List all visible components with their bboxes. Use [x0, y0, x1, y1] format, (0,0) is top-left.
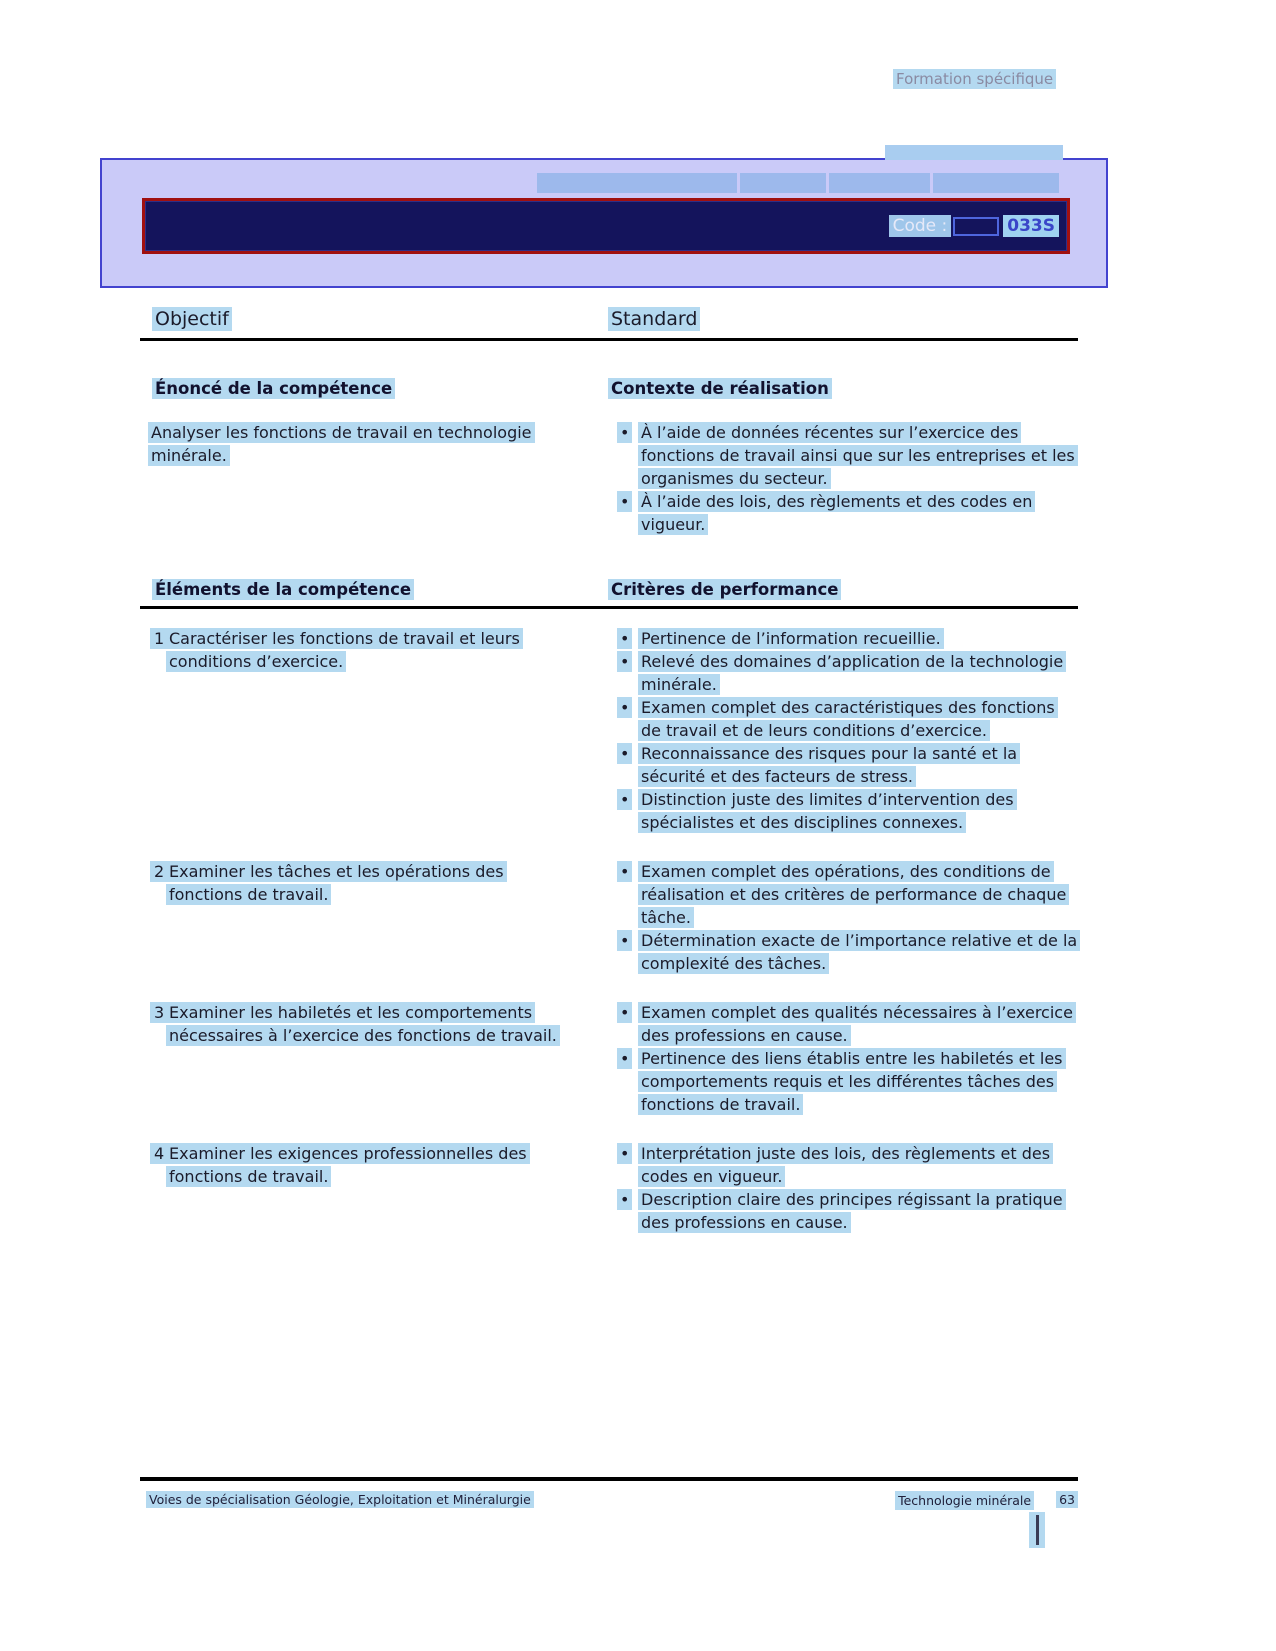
criteria-list — [608, 1142, 1078, 1234]
list-item: • À l’aide de données récentes sur l’exercice des fonctions de travail ainsi que sur les entreprises et les organismes du secteur. — [608, 421, 1078, 490]
text-cursor — [1029, 1512, 1045, 1548]
bullet-icon: • — [617, 650, 638, 696]
bullet-icon: • — [617, 1142, 638, 1188]
list-item: • Examen complet des opérations, des conditions de réalisation et des critères de performance de chaque tâche. — [608, 860, 1078, 929]
cursor-bar — [1036, 1515, 1039, 1545]
objectif-heading: Objectif — [152, 307, 232, 331]
code-area — [889, 215, 1059, 237]
item-number: 4 — [140, 1142, 166, 1234]
hidden-title-blocks — [537, 173, 1059, 193]
item-statement: 4 Examiner les exigences professionnelles des fonctions de travail. — [140, 1142, 608, 1234]
item-number: 2 — [140, 860, 166, 975]
item-statement: 3 Examiner les habiletés et les comportements nécessaires à l’exercice des fonctions de travail. — [140, 1001, 608, 1116]
code-label: Code : — [889, 215, 952, 237]
list-item: • Distinction juste des limites d’intervention des spécialistes et des disciplines connexes. — [608, 788, 1078, 834]
competence-item — [140, 860, 1078, 975]
main-content — [140, 306, 1078, 1234]
hidden-text-block — [885, 145, 1063, 160]
list-item: • Pertinence des liens établis entre les habiletés et les comportements requis et les différentes tâches des fonctions de travail. — [608, 1047, 1078, 1116]
hidden-title-block — [829, 173, 930, 193]
bullet-icon: • — [617, 860, 638, 929]
section1-body — [140, 421, 1078, 536]
bullet-icon: • — [617, 1047, 638, 1116]
elements-heading: Éléments de la compétence — [152, 579, 414, 600]
code-value: 033S — [1003, 215, 1059, 237]
bullet-icon: • — [617, 1001, 638, 1047]
list-item: • Pertinence de l’information recueillie. — [608, 627, 1078, 650]
bullet-icon: • — [617, 742, 638, 788]
footer-rule — [140, 1477, 1078, 1481]
item-statement: 1 Caractériser les fonctions de travail et leurs conditions d’exercice. — [140, 627, 608, 834]
list-item: • Description claire des principes régissant la pratique des professions en cause. — [608, 1188, 1078, 1234]
criteres-heading: Critères de performance — [608, 579, 841, 600]
bullet-icon: • — [617, 421, 638, 490]
hidden-title-block — [933, 173, 1059, 193]
footer — [140, 1491, 1078, 1510]
list-item: • Examen complet des qualités nécessaires à l’exercice des professions en cause. — [608, 1001, 1078, 1047]
formation-specifique-text: Formation spécifique — [893, 69, 1056, 89]
bullet-icon: • — [617, 696, 638, 742]
hidden-title-block — [740, 173, 826, 193]
standard-heading: Standard — [608, 307, 700, 331]
column-headers — [140, 306, 1078, 332]
divider-rule — [140, 606, 1078, 609]
criteria-list — [608, 860, 1078, 975]
list-item: • À l’aide des lois, des règlements et des codes en vigueur. — [608, 490, 1078, 536]
enonce-heading: Énoncé de la compétence — [152, 378, 395, 399]
title-banner — [100, 158, 1108, 288]
page-number: 63 — [1056, 1491, 1078, 1508]
list-item: • Interprétation juste des lois, des règlements et des codes en vigueur. — [608, 1142, 1078, 1188]
list-item: • Examen complet des caractéristiques des fonctions de travail et de leurs conditions d’exercice. — [608, 696, 1078, 742]
section2-headings — [140, 578, 1078, 602]
code-input-box — [953, 217, 999, 236]
list-item: • Détermination exacte de l’importance relative et de la complexité des tâches. — [608, 929, 1078, 975]
footer-right-text: Technologie minérale — [895, 1491, 1034, 1510]
bullet-icon: • — [617, 929, 638, 975]
bullet-icon: • — [617, 1188, 638, 1234]
item-number: 3 — [140, 1001, 166, 1116]
bullet-icon: • — [617, 788, 638, 834]
section1-headings — [140, 377, 1078, 401]
list-item: • Relevé des domaines d’application de la technologie minérale. — [608, 650, 1078, 696]
divider-rule — [140, 338, 1078, 341]
bullet-icon: • — [617, 490, 638, 536]
contexte-heading: Contexte de réalisation — [608, 378, 832, 399]
formation-specifique-label — [893, 70, 1056, 88]
competence-item — [140, 1142, 1078, 1234]
competence-statement: Analyser les fonctions de travail en technologie minérale. — [140, 421, 608, 536]
list-item: • Reconnaissance des risques pour la santé et la sécurité et des facteurs de stress. — [608, 742, 1078, 788]
item-statement: 2 Examiner les tâches et les opérations des fonctions de travail. — [140, 860, 608, 975]
hidden-title-block — [537, 173, 737, 193]
context-bullet-list — [608, 421, 1078, 536]
competence-item — [140, 1001, 1078, 1116]
item-number: 1 — [140, 627, 166, 834]
criteria-list — [608, 1001, 1078, 1116]
footer-left-text: Voies de spécialisation Géologie, Exploitation et Minéralurgie — [146, 1491, 534, 1508]
competence-item — [140, 627, 1078, 834]
objective-title-bar — [142, 198, 1070, 254]
bullet-icon: • — [617, 627, 638, 650]
criteria-list — [608, 627, 1078, 834]
